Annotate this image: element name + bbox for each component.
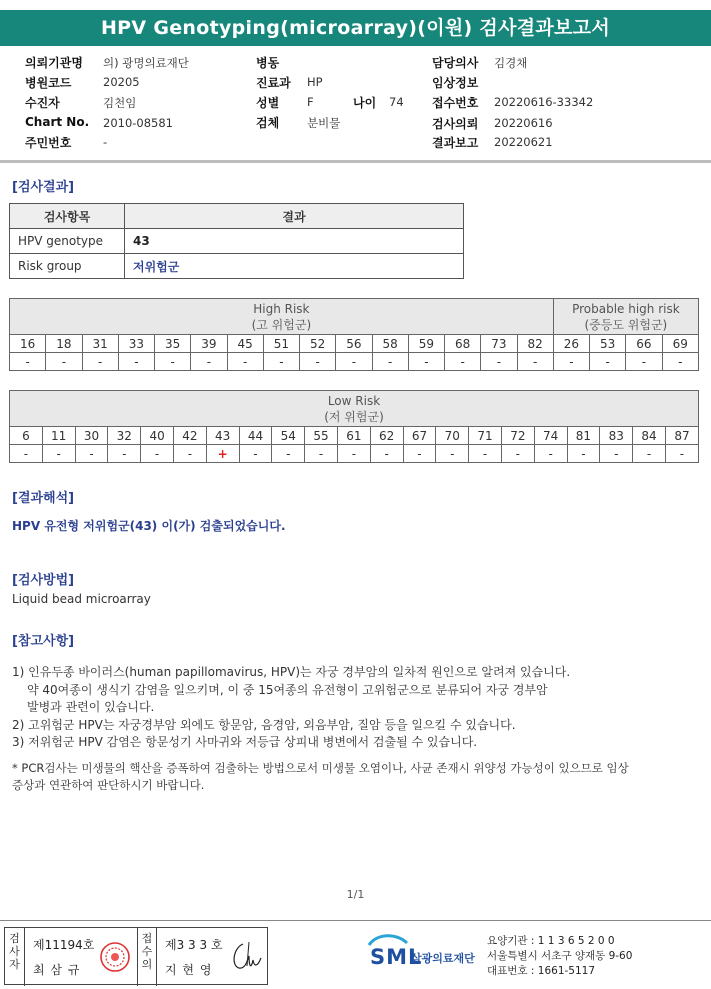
probable-high-risk-title: Probable high risk — [572, 301, 680, 316]
note-2: 2) 고위험군 HPV는 자궁경부암 외에도 항문암, 음경암, 외음부암, 질암 등을 일으킬 수 있습니다. — [12, 717, 516, 732]
low-risk-subtitle: (저 위험군) — [324, 409, 384, 424]
row-value-genotype: 43 — [125, 229, 464, 254]
table-cell: 66 — [626, 335, 662, 353]
signature-box — [4, 927, 268, 985]
note-1-cont: 약 40여종이 생식기 감염을 일으키며, 이 중 15여종의 유전형이 고위험군으로 분류되어 자궁 경부암 — [27, 682, 548, 697]
table-cell: 58 — [372, 335, 408, 353]
label-physician: 담당의사 — [432, 56, 479, 70]
low-risk-results-row — [10, 445, 699, 463]
row-value-risk-group: 저위험군 — [125, 254, 464, 279]
logo-text: SML — [370, 945, 423, 969]
table-cell: 71 — [469, 427, 502, 445]
label-sex: 성별 — [256, 96, 280, 110]
high-risk-subtitle: (고 위험군) — [251, 317, 312, 332]
table-row — [10, 254, 464, 279]
high-risk-header — [10, 299, 554, 335]
table-cell: - — [469, 445, 502, 463]
section-title-method: [검사방법] — [12, 573, 75, 588]
value-accession-number: 20220616-33342 — [494, 95, 594, 109]
table-cell: + — [206, 445, 239, 463]
section-title-reference: [참고사항] — [12, 634, 75, 649]
table-cell: - — [436, 445, 469, 463]
table-cell: - — [590, 353, 626, 371]
label-age: 나이 — [353, 96, 377, 110]
org-address: 서울특별시 서초구 양재동 9-60 — [487, 950, 633, 962]
low-risk-types-row — [10, 427, 699, 445]
org-code: 요양기관 : 1 1 3 6 5 2 0 0 — [487, 935, 615, 947]
table-cell: - — [191, 353, 227, 371]
high-risk-results-row — [10, 353, 699, 371]
probable-high-risk-header — [553, 299, 698, 335]
table-cell: 72 — [501, 427, 534, 445]
page-number: 1/1 — [346, 888, 365, 901]
label-accession-number: 접수번호 — [432, 96, 479, 110]
examiner-name: 최 삼 규 — [33, 963, 81, 977]
table-cell: 67 — [403, 427, 436, 445]
table-cell: 35 — [155, 335, 191, 353]
table-cell: 33 — [118, 335, 154, 353]
row-label-genotype: HPV genotype — [10, 229, 125, 254]
label-chart-no: Chart No. — [25, 115, 90, 129]
value-sex: F — [307, 95, 314, 109]
table-cell: - — [336, 353, 372, 371]
table-cell: - — [263, 353, 299, 371]
table-cell: 16 — [10, 335, 46, 353]
table-cell: 11 — [42, 427, 75, 445]
value-requesting-institution: 의) 광명의료재단 — [103, 56, 189, 70]
table-cell: 70 — [436, 427, 469, 445]
interpretation-text: HPV 유전형 저위험군(43) 이(가) 검출되었습니다. — [12, 519, 286, 533]
table-cell: 54 — [272, 427, 305, 445]
table-cell: - — [403, 445, 436, 463]
table-cell: - — [534, 445, 567, 463]
table-cell: - — [300, 353, 336, 371]
label-clinical-info: 임상정보 — [432, 76, 479, 90]
value-chart-no: 2010-08581 — [103, 116, 173, 130]
value-request-date: 20220616 — [494, 116, 553, 130]
table-cell: 87 — [665, 427, 698, 445]
label-request-date: 검사의뢰 — [432, 117, 479, 131]
table-cell: 81 — [567, 427, 600, 445]
reference-notes — [12, 664, 570, 752]
table-cell: 83 — [600, 427, 633, 445]
high-risk-title: High Risk — [253, 301, 310, 316]
note-1-cont2: 발병과 관련이 있습니다. — [27, 700, 155, 714]
value-resident-number: - — [103, 135, 108, 149]
pcr-footnote — [12, 760, 629, 794]
table-cell: - — [75, 445, 108, 463]
receiver-name: 지 현 영 — [165, 963, 213, 977]
table-cell: 52 — [300, 335, 336, 353]
table-cell: - — [272, 445, 305, 463]
table-cell: 30 — [75, 427, 108, 445]
table-cell: - — [600, 445, 633, 463]
table-cell: - — [633, 445, 666, 463]
value-specimen: 분비물 — [307, 116, 341, 130]
label-department: 진료과 — [256, 76, 291, 90]
table-cell: 6 — [10, 427, 43, 445]
table-cell: 82 — [517, 335, 553, 353]
result-table-header-item: 검사항목 — [10, 204, 125, 229]
organization-info — [487, 934, 632, 979]
note-3: 3) 저위험군 HPV 감염은 항문성기 사마귀와 저등급 상피내 병변에서 검출될 수 있습니다. — [12, 735, 478, 749]
table-cell: 56 — [336, 335, 372, 353]
label-requesting-institution: 의뢰기관명 — [25, 56, 83, 70]
label-ward: 병동 — [256, 56, 280, 70]
label-specimen: 검체 — [256, 116, 280, 130]
value-hospital-code: 20205 — [103, 75, 140, 89]
table-cell: 74 — [534, 427, 567, 445]
table-cell: 40 — [141, 427, 174, 445]
table-cell: - — [481, 353, 517, 371]
logo-subtitle: 삼광의료재단 — [411, 952, 475, 965]
examiner-label: 검사자 — [5, 928, 25, 986]
section-title-result: [검사결과] — [12, 180, 75, 195]
table-cell: - — [553, 353, 589, 371]
table-cell: - — [567, 445, 600, 463]
value-department: HP — [307, 75, 323, 89]
table-cell: - — [662, 353, 699, 371]
table-cell: - — [239, 445, 272, 463]
table-cell: - — [305, 445, 338, 463]
value-age: 74 — [389, 95, 404, 109]
table-cell: 42 — [173, 427, 206, 445]
table-cell: - — [227, 353, 263, 371]
row-label-risk-group: Risk group — [10, 254, 125, 279]
high-risk-types-row — [10, 335, 699, 353]
table-cell: 31 — [82, 335, 118, 353]
table-cell: 69 — [662, 335, 699, 353]
seal-stamp-icon — [99, 941, 131, 973]
table-cell: 53 — [590, 335, 626, 353]
table-cell: 61 — [337, 427, 370, 445]
table-cell: - — [370, 445, 403, 463]
report-title: HPV Genotyping(microarray)(이원) 검사결과보고서 — [0, 10, 711, 46]
value-patient: 김천임 — [103, 96, 137, 110]
table-cell: 18 — [46, 335, 82, 353]
table-cell: 62 — [370, 427, 403, 445]
result-table — [9, 203, 464, 279]
table-cell: 45 — [227, 335, 263, 353]
table-cell: 32 — [108, 427, 141, 445]
receiver-label: 접수의 — [137, 928, 157, 986]
label-report-date: 결과보고 — [432, 136, 479, 150]
table-cell: - — [665, 445, 698, 463]
table-cell: - — [118, 353, 154, 371]
org-phone: 대표번호 : 1661-5117 — [487, 965, 596, 977]
section-title-interpretation: [결과해석] — [12, 491, 75, 506]
table-cell: 44 — [239, 427, 272, 445]
table-cell: 51 — [263, 335, 299, 353]
table-cell: 39 — [191, 335, 227, 353]
receiver-license: 제3 3 3 호 — [165, 938, 223, 952]
table-cell: - — [42, 445, 75, 463]
table-cell: - — [372, 353, 408, 371]
high-risk-table — [9, 298, 699, 371]
table-cell: 43 — [206, 427, 239, 445]
method-text: Liquid bead microarray — [12, 592, 151, 606]
label-hospital-code: 병원코드 — [25, 76, 72, 90]
low-risk-table — [9, 390, 699, 463]
signature-icon — [227, 936, 265, 978]
table-cell: - — [10, 445, 43, 463]
low-risk-header — [10, 391, 699, 427]
table-cell: 26 — [553, 335, 589, 353]
label-patient: 수진자 — [25, 96, 60, 110]
table-cell: - — [408, 353, 444, 371]
table-cell: 84 — [633, 427, 666, 445]
table-row — [10, 229, 464, 254]
table-cell: - — [517, 353, 553, 371]
table-cell: 59 — [408, 335, 444, 353]
probable-high-risk-subtitle: (중등도 위험군) — [584, 317, 668, 332]
table-cell: 68 — [445, 335, 481, 353]
examiner-license: 제11194호 — [33, 938, 95, 952]
table-cell: - — [108, 445, 141, 463]
low-risk-title: Low Risk — [327, 393, 381, 408]
table-cell: - — [10, 353, 46, 371]
table-cell: 73 — [481, 335, 517, 353]
footnote-line-2: 증상과 연관하여 판단하시기 바랍니다. — [12, 778, 205, 792]
header-divider — [0, 160, 711, 163]
value-report-date: 20220621 — [494, 135, 553, 149]
table-cell: - — [445, 353, 481, 371]
table-cell: 55 — [305, 427, 338, 445]
table-cell: - — [337, 445, 370, 463]
table-cell: - — [82, 353, 118, 371]
report-footer — [0, 920, 711, 989]
table-cell: - — [141, 445, 174, 463]
note-1: 1) 인유두종 바이러스(human papillomavirus, HPV)는 자궁 경부암의 일차적 원인으로 알려져 있습니다. — [12, 665, 571, 679]
value-physician: 김경채 — [494, 56, 528, 70]
table-cell: - — [173, 445, 206, 463]
result-table-header-result: 결과 — [125, 204, 464, 229]
footnote-line-1: * PCR검사는 미생물의 핵산을 증폭하여 검출하는 방법으로서 미생물 오염이나, 사균 존재시 위양성 가능성이 있으므로 임상 — [12, 761, 629, 775]
table-cell: - — [46, 353, 82, 371]
table-cell: - — [155, 353, 191, 371]
label-resident-number: 주민번호 — [25, 136, 72, 150]
table-cell: - — [501, 445, 534, 463]
table-cell: - — [626, 353, 662, 371]
